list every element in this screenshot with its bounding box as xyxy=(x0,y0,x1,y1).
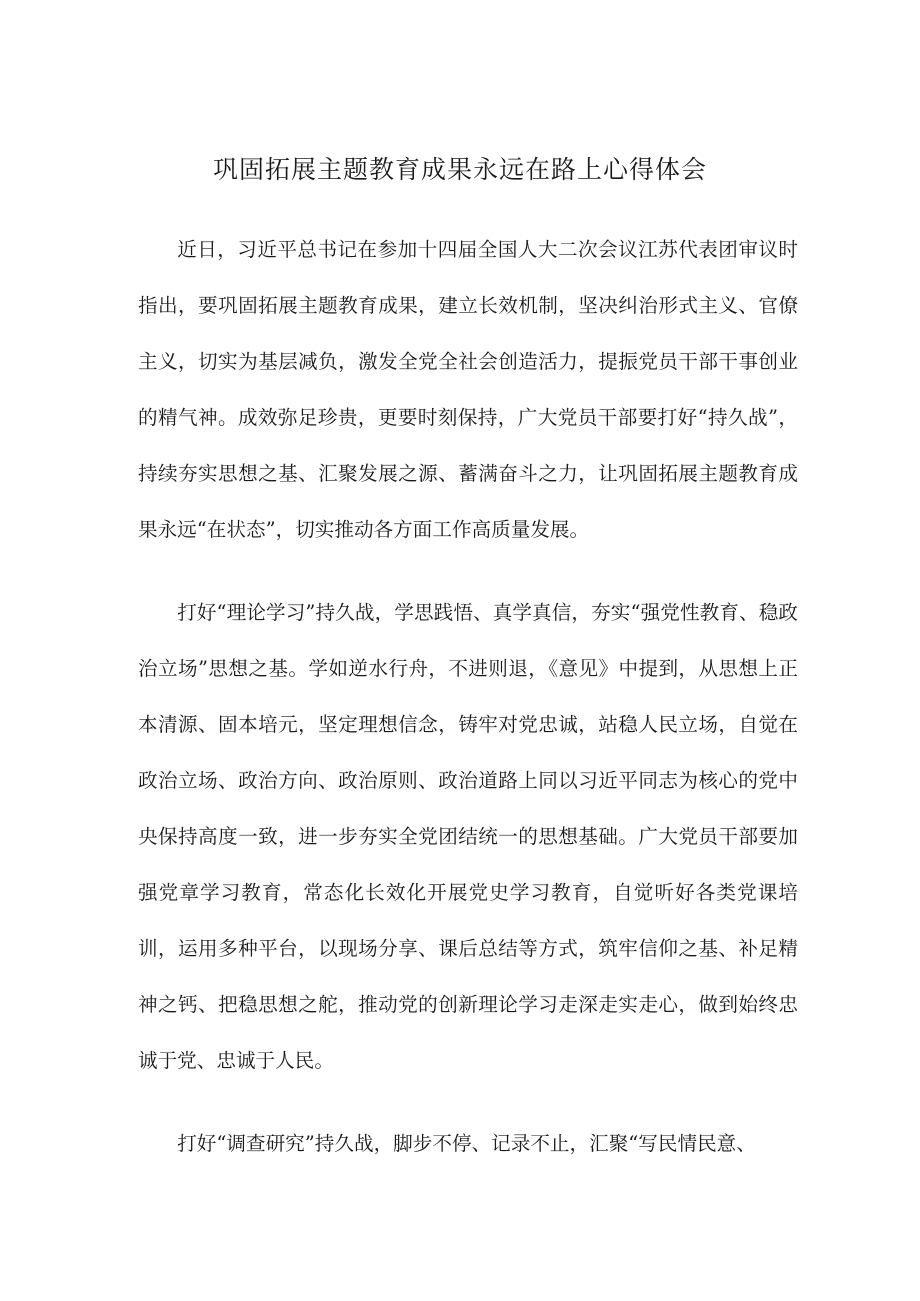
document-body xyxy=(138,222,798,1199)
paragraph-1: 近日，习近平总书记在参加十四届全国人大二次会议江苏代表团审议时指出，要巩固拓展主题教育成果，建立长效机制，坚决纠治形式主义、官僚主义，切实为基层减负，激发全党全社会创造活力，提振党员干部干事创业的精气神。成效弥足珍贵，更要时刻保持，广大党员干部要打好“持久战”，持续夯实思想之基、汇聚发展之源、蓄满奋斗之力，让巩固拓展主题教育成果永远“在状态”，切实推动各方面工作高质量发展。 xyxy=(138,238,798,541)
paragraph-2: 打好“理论学习”持久战，学思践悟、真学真信，夯实“强党性教育、稳政治立场”思想之基。学如逆水行舟，不进则退，《意见》中提到，从思想上正本清源、固本培元，坚定理想信念，铸牢对党忠诚，站稳人民立场，自觉在政治立场、政治方向、政治原则、政治道路上同以习近平同志为核心的党中央保持高度一致，进一步夯实全党团结统一的思想基础。广大党员干部要加强党章学习教育，常态化长效化开展党史学习教育，自觉听好各类党课培训，运用多种平台，以现场分享、课后总结等方式，筑牢信仰之基、补足精神之钙、把稳思想之舵，推动党的创新理论学习走深走实走心，做到始终忠诚于党、忠诚于人民。 xyxy=(138,601,798,1072)
document-title: 巩固拓展主题教育成果永远在路上心得体会 xyxy=(212,155,707,184)
paragraph-3: 打好“调查研究”持久战，脚步不停、记录不止，汇聚“写民情民意、 xyxy=(177,1132,756,1155)
